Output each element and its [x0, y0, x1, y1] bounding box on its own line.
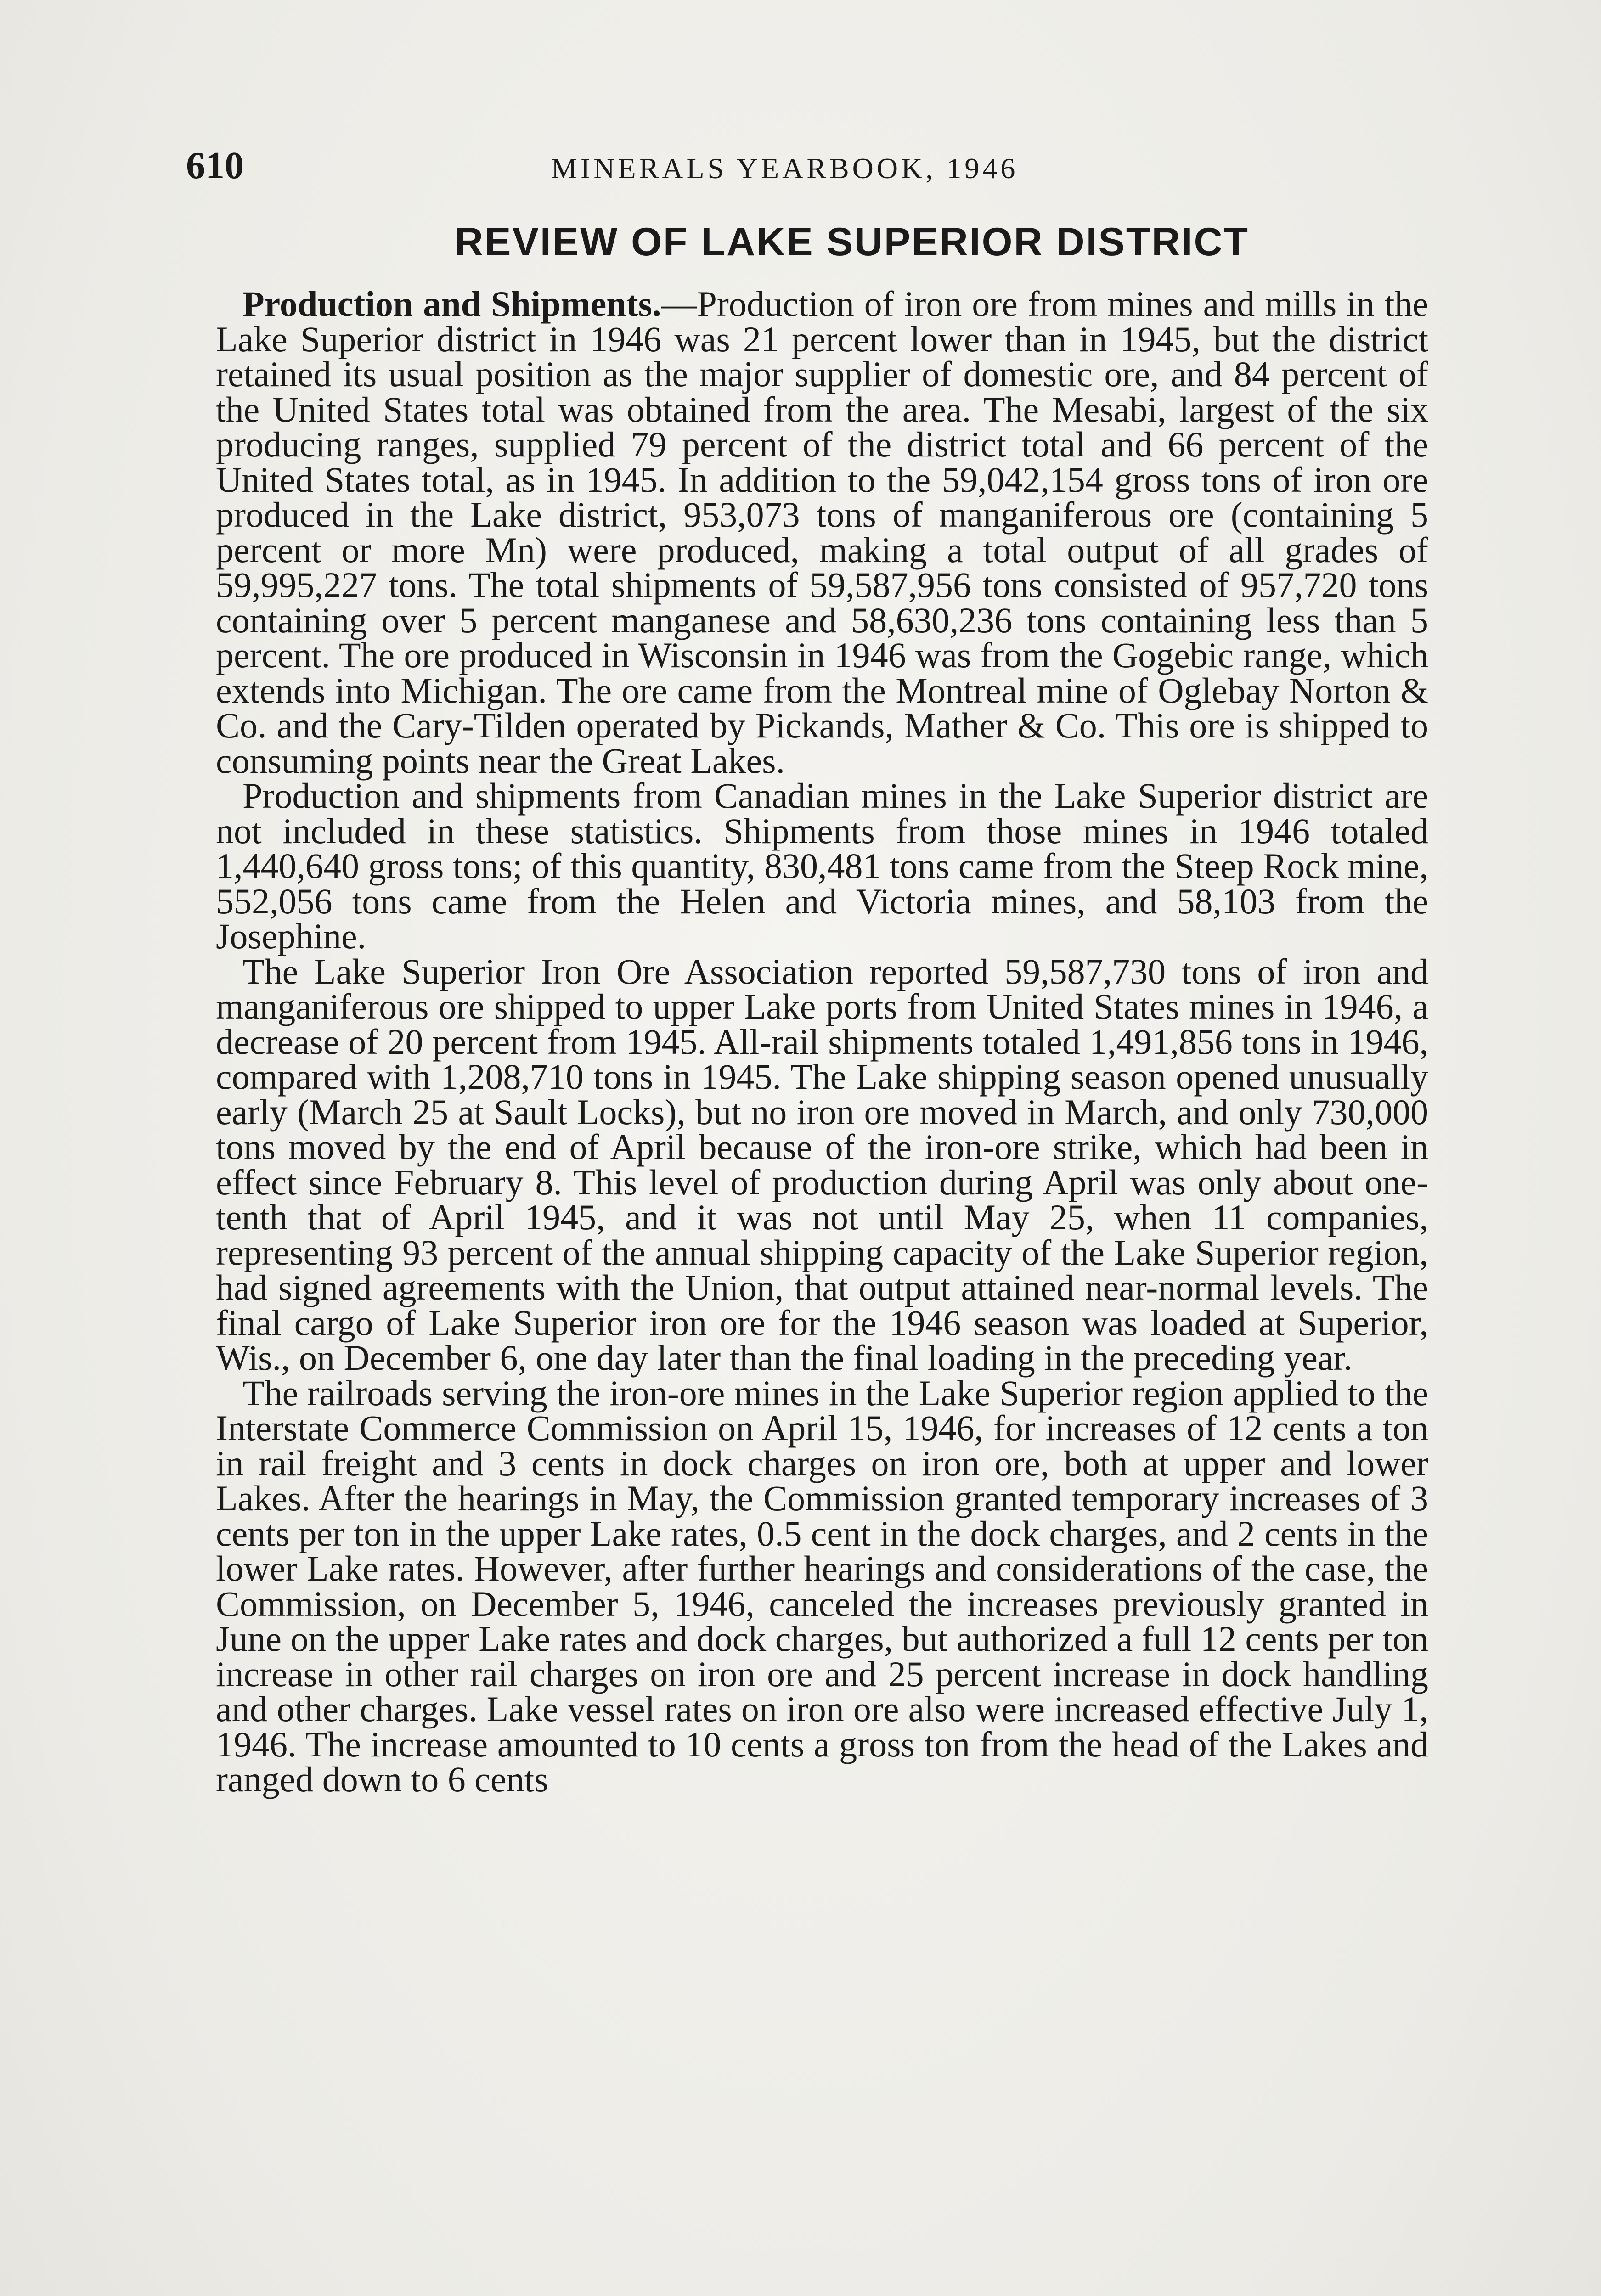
paragraph-text: —Production of iron ore from mines and mills in the Lake Superior district in 1946 was 21 percent lower than in 1945, but the district retained its usual position as the major supplier of domestic ore, and 84 percent of the United States total was obtained from the area. The Mesabi, largest of the six producing ranges, supplied 79 percent of the district total and 66 percent of the United States total, as in 1945. In addition to the 59,042,154 gross tons of iron ore produced in the Lake district, 953,073 tons of manganiferous ore (containing 5 percent or more Mn) were produced, making a total output of all grades of 59,995,227 tons. The total shipments of 59,587,956 tons consisted of 957,720 tons containing over 5 percent manganese and 58,630,236 tons containing less than 5 percent. The ore produced in Wisconsin in 1946 was from the Gogebic range, which extends into Michigan. The ore came from the Montreal mine of Oglebay Norton & Co. and the Cary-Tilden operated by Pickands, Mather & Co. This ore is shipped to consuming points near the Great Lakes. — [216, 284, 1429, 781]
running-title: MINERALS YEARBOOK, 1946 — [551, 152, 1019, 185]
paragraph-text: The railroads serving the iron-ore mines in the Lake Superior region applied to the Interstate Commerce Commission on April 15, 1946, for increases of 12 cents a ton in rail freight and 3 cents in dock charges on iron ore, both at upper and lower Lakes. After the hearings in May, the Commission granted temporary increases of 3 cents per ton in the upper Lake rates, 0.5 cent in the dock charges, and 2 cents in the lower Lake rates. However, after further hearings and considerations of the case, the Commission, on December 5, 1946, canceled the increases previously granted in June on the upper Lake rates and dock charges, but authorized a full 12 cents per ton increase in other rail charges on iron ore and 25 percent increase in dock handling and other charges. Lake vessel rates on iron ore also were increased effective July 1, 1946. The increase amounted to 10 cents a gross ton from the head of the Lakes and ranged down to 6 cents — [216, 1373, 1428, 1799]
body-text — [216, 284, 1429, 1799]
paragraph-rates — [216, 1373, 1428, 1799]
paragraph-production-shipments — [216, 284, 1429, 781]
paragraph-shipping-season — [216, 951, 1428, 1378]
paragraph-heading: Production and Shipments. — [242, 284, 661, 324]
page-number: 610 — [186, 144, 244, 187]
paragraph-text: The Lake Superior Iron Ore Association reported 59,587,730 tons of iron and manganiferous ore shipped to upper Lake ports from United States mines in 1946, a decrease of 20 percent from 1945. All-rail shipments totaled 1,491,856 tons in 1946, compared with 1,208,710 tons in 1945. The Lake shipping season opened unusually early (March 25 at Sault Locks), but no iron ore moved in March, and only 730,000 tons moved by the end of April because of the iron-ore strike, which had been in effect since February 8. This level of production during April was only about one-tenth that of April 1945, and it was not until May 25, when 11 companies, representing 93 percent of the annual shipping capacity of the Lake Superior region, had signed agreements with the Union, that output attained near-normal levels. The final cargo of Lake Superior iron ore for the 1946 season was loaded at Superior, Wis., on December 6, one day later than the final loading in the preceding year. — [216, 951, 1428, 1378]
running-head — [186, 143, 1435, 194]
paragraph-canadian-mines — [216, 778, 1428, 954]
section-title: REVIEW OF LAKE SUPERIOR DISTRICT — [455, 220, 1250, 264]
paragraph-text: Production and shipments from Canadian mines in the Lake Superior district are not included in these statistics. Shipments from those mines in 1946 totaled 1,440,640 gross tons; of this quantity, 830,481 tons came from the Steep Rock mine, 552,056 tons came from the Helen and Victoria mines, and 58,103 from the Josephine. — [216, 776, 1428, 956]
